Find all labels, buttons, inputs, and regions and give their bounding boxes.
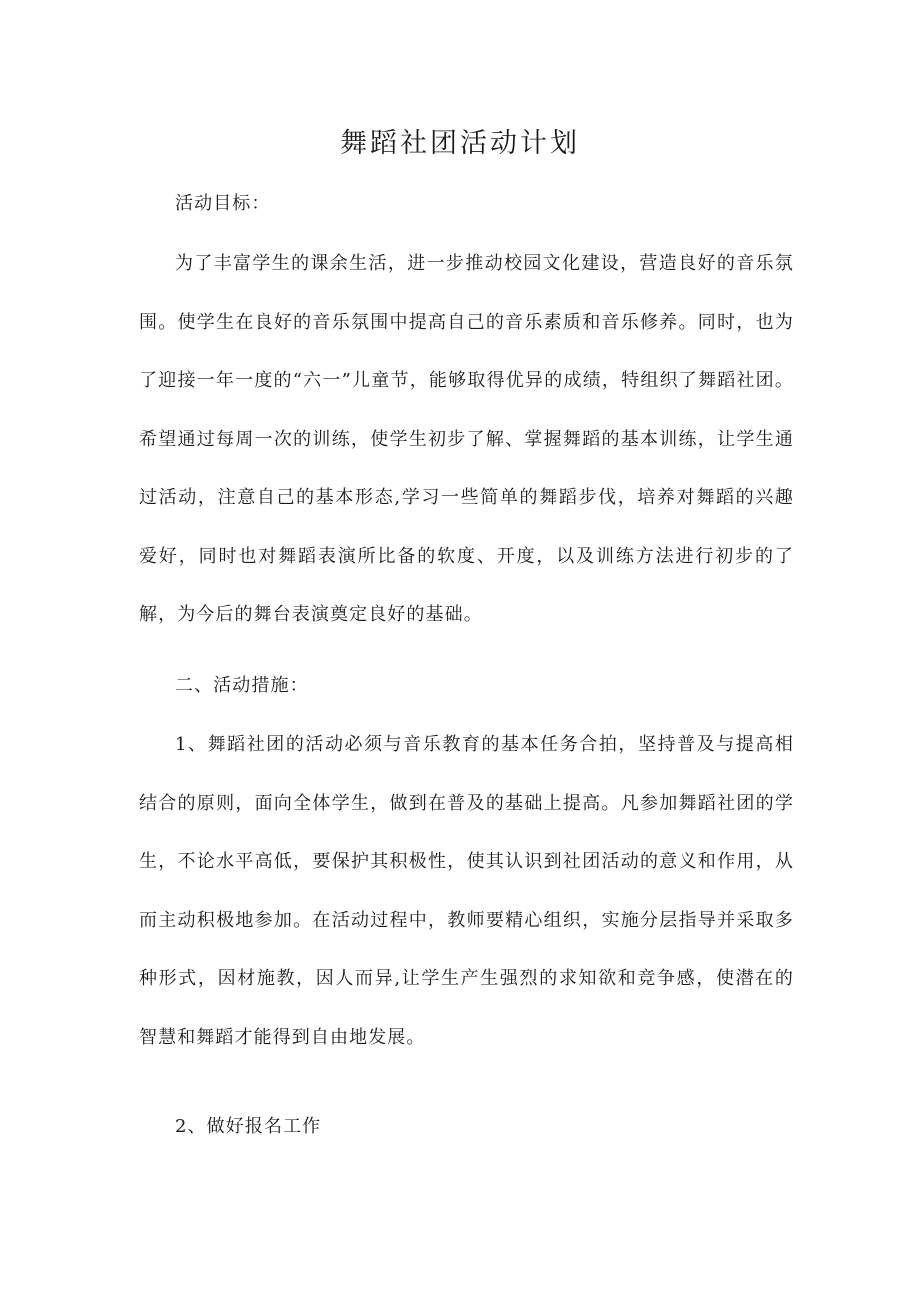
goal-paragraph: 为了丰富学生的课余生活，进一步推动校园文化建设，营造良好的音乐氛围。使学生在良好的音乐氛围中提高自己的音乐素质和音乐修养。同时，也为了迎接一年一度的“六一”儿童节，能够取得优异的成绩，特组织了舞蹈社团。希望通过每周一次的训练，使学生初步了解、掌握舞蹈的基本训练，让学生通过活动，注意自己的基本形态,学习一些简单的舞蹈步伐，培养对舞蹈的兴趣爱好，同时也对舞蹈表演所比备的软度、开度，以及训练方法进行初步的了解，为今后的舞台表演奠定良好的基础。 bbox=[139, 253, 794, 625]
goal-heading: 活动目标： bbox=[175, 193, 271, 214]
document-title: 舞蹈社团活动计划 bbox=[340, 128, 580, 159]
measures-heading: 二、活动措施： bbox=[175, 675, 309, 696]
measure-1-paragraph: 1、舞蹈社团的活动必须与音乐教育的基本任务合拍，坚持普及与提高相结合的原则，面向全体学生，做到在普及的基础上提高。凡参加舞蹈社团的学生，不论水平高低，要保护其积极性，使其认识到社团活动的意义和作用，从而主动积极地参加。在活动过程中，教师要精心组织，实施分层指导并采取多种形式，因材施教，因人而异,让学生产生强烈的求知欲和竞争感，使潜在的智慧和舞蹈才能得到自由地发展。 bbox=[139, 734, 794, 1048]
measure-2-heading: 2、做好报名工作 bbox=[175, 1116, 322, 1137]
